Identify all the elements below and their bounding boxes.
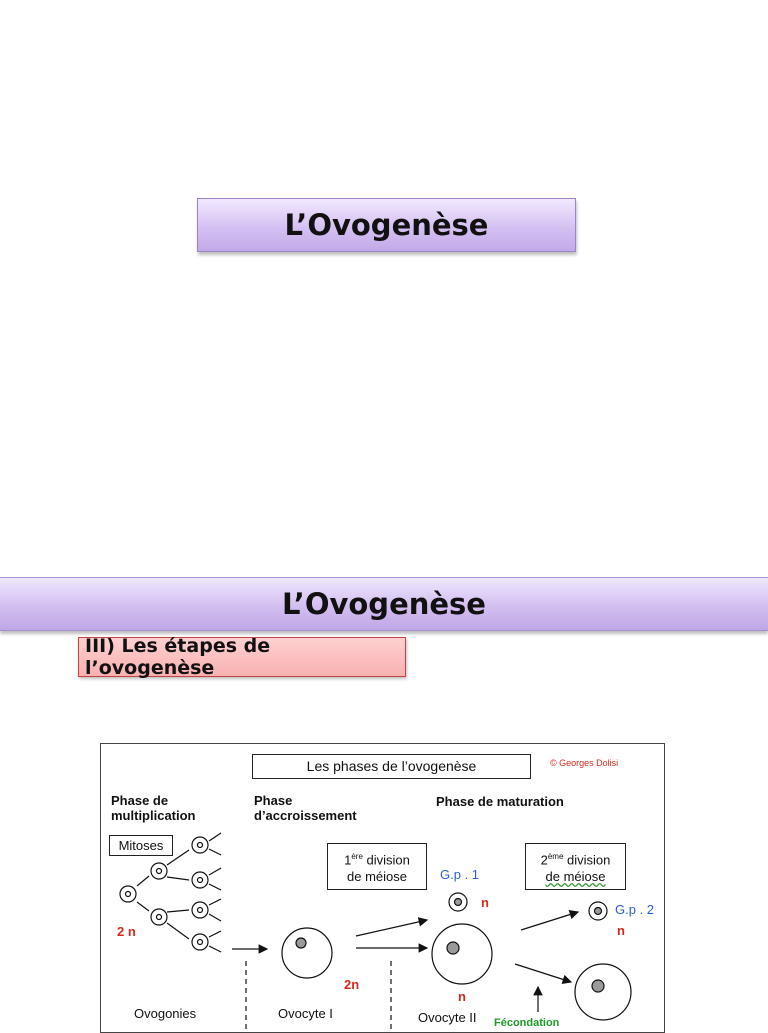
ovogonies-label: Ovogonies: [134, 1006, 197, 1021]
ploidy-n-gp2: n: [617, 923, 625, 938]
ploidy-n-ovocyte2: n: [458, 989, 466, 1004]
phase-maturation-label: Phase de maturation: [436, 794, 564, 809]
ovogonia-cells: [120, 837, 208, 950]
ploidy-2n-ovocyte1: 2n: [344, 977, 360, 992]
mitoses-label: Mitoses: [118, 838, 164, 853]
fecondation-label: Fécondation: [494, 1017, 560, 1029]
polar-body-1-cell: [449, 893, 467, 911]
diagram-heading: Les phases de l’ovogenèse: [306, 758, 477, 774]
ovotide-cell: [575, 964, 631, 1020]
section-heading-box: [78, 637, 406, 677]
arrow-to-gp1: [356, 920, 427, 936]
section-heading: III) Les étapes de l’ovogenèse: [85, 635, 271, 679]
ovocyte2-label: Ovocyte II: [418, 1010, 477, 1025]
ploidy-n-gp1: n: [481, 895, 489, 910]
division2-label: 2ème division de méiose: [540, 852, 611, 885]
ovogonia-division-lines: [137, 833, 221, 952]
copyright-notice: © Georges Dolisi: [550, 758, 619, 768]
banner-title: L’Ovogenèse: [282, 587, 486, 621]
ovogenesis-diagram: [100, 743, 665, 1033]
polar-body-2-cell: [589, 902, 607, 920]
diagram-drawing: [101, 744, 665, 1033]
division1-label: 1ère division de méiose: [344, 852, 410, 885]
phase-multiplication-line1: Phase de: [111, 793, 169, 808]
ovocyte2-cell: [432, 924, 492, 984]
phase-multiplication-line2: multiplication: [111, 808, 196, 823]
arrow-to-gp2: [521, 912, 578, 930]
polar-body-2-label: G.p . 2: [615, 902, 655, 917]
polar-body-1-label: G.p . 1: [440, 867, 480, 882]
ploidy-2n-ovogonies: 2 n: [117, 924, 136, 939]
ovocyte1-cell: [282, 928, 332, 978]
slide-title-box: [197, 198, 576, 252]
phase-accroissement-line1: Phase: [254, 793, 293, 808]
phase-accroissement-line2: d’accroissement: [254, 808, 357, 823]
arrow-to-ootid: [515, 964, 571, 982]
slide-banner: [0, 577, 768, 631]
slide-title: L’Ovogenèse: [284, 208, 489, 242]
ovocyte1-label: Ovocyte I: [278, 1006, 333, 1021]
